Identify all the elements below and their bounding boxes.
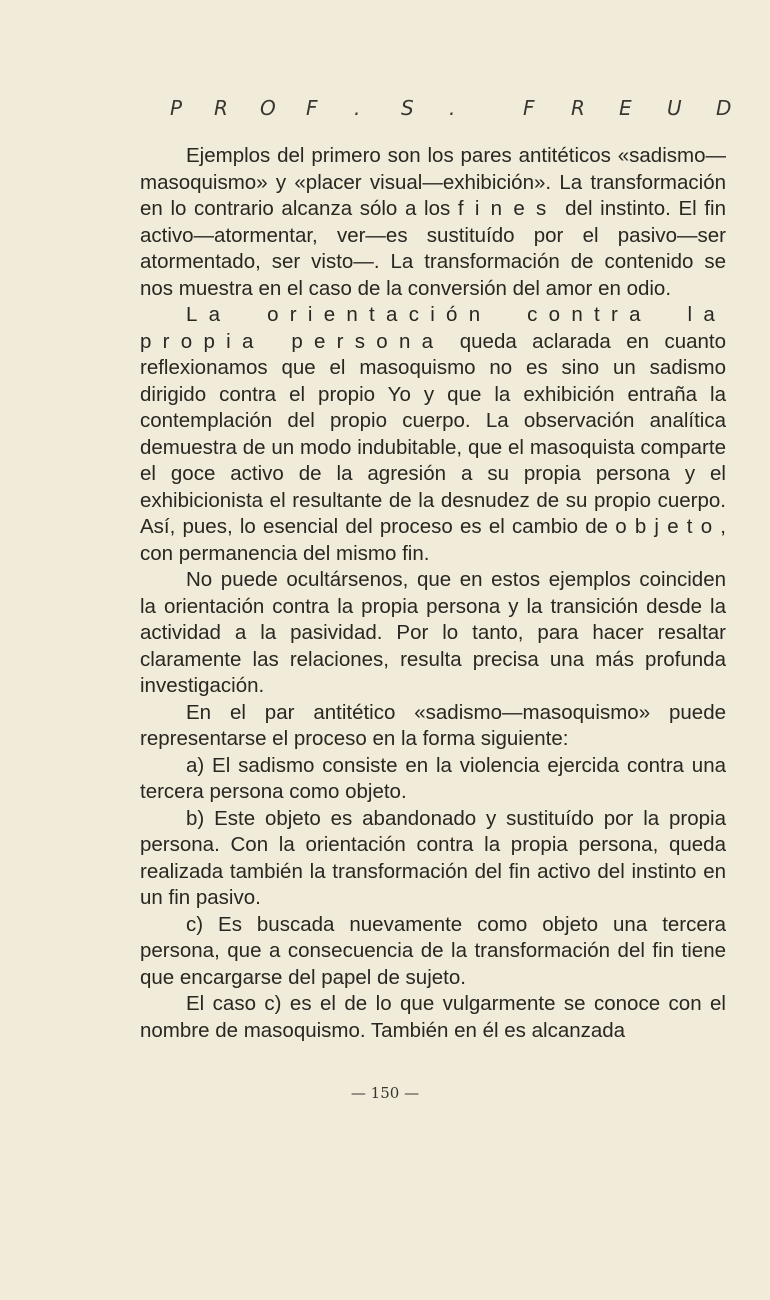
running-head-letter: R (214, 96, 228, 120)
paragraph: No puede ocultársenos, que en estos ejemplos coinciden la orientación contra la propia persona y la transición desde la actividad a la pasividad. Por lo tanto, para hacer resaltar claramente las relaciones, resulta precisa una más profunda investigación. (140, 568, 726, 697)
running-head-letter: R (571, 96, 585, 120)
body-text (140, 143, 726, 1044)
paragraph-text: queda aclarada en cuanto reflexionamos que el masoquismo no es sino un sadismo dirigido contra el propio Yo y que la exhibición entraña la contemplación del propio cuerpo. La observación analítica demuestra de un modo indubitable, que el masoquista comparte el goce activo de la agresión a su propia persona y el exhibicionista el resultante de la desnudez de su propio cuerpo. Así, pues, lo esencial del proceso es el cambio de (140, 329, 726, 538)
running-head-letter: U (667, 96, 682, 120)
paragraph-text: , con permanencia del mismo fin. (140, 515, 726, 565)
spaced-emphasis: fines (457, 197, 558, 220)
page-number: — 150 — (350, 1084, 420, 1102)
running-head-letter: P (170, 96, 183, 120)
list-item-b: b) Este objeto es abandonado y sustituído por la propia persona. Con la orientación contra la propia persona, queda realizada también la transformación del fin activo del instinto en un fin pasivo. (140, 806, 726, 909)
paragraph (140, 143, 726, 302)
running-head-letter: . (354, 96, 361, 120)
running-head-letter: D (716, 96, 732, 120)
paragraph-text: del instinto. El fin activo—atormentar, ver—es sustituído por el pasivo—ser atormentado, ser visto—. La transformación de contenido se nos muestra en el caso de la conversión del amor en odio. (140, 197, 726, 300)
paragraph (140, 302, 726, 567)
list-item-a: a) El sadismo consiste en la violencia ejercida contra una tercera persona como objeto. (140, 753, 726, 803)
running-head-letter: F (523, 96, 535, 120)
paragraph: En el par antitético «sadismo—masoquismo» puede representarse el proceso en la forma siguiente: (140, 700, 726, 750)
running-head-letter: F (306, 96, 318, 120)
list-item-c: c) Es buscada nuevamente como objeto una tercera persona, que a consecuencia de la transformación del fin tiene que encargarse del papel de sujeto. (140, 912, 726, 989)
spaced-emphasis: objeto (615, 515, 721, 538)
running-head-letter: O (260, 96, 276, 120)
running-head (170, 96, 736, 126)
running-head-letter: E (619, 96, 632, 120)
running-head-letter: S (401, 96, 414, 120)
paragraph: El caso c) es el de lo que vulgarmente se conoce con el nombre de masoquismo. También en él es alcanzada (140, 992, 726, 1042)
spaced-emphasis: La orientación contra la propia persona (140, 303, 726, 353)
running-head-letter: . (449, 96, 456, 120)
paragraph-text: Ejemplos del primero son los pares antitéticos «sadismo—masoquismo» y «placer visual—exhibición». La transformación en lo contrario alcanza sólo a los (140, 144, 726, 220)
